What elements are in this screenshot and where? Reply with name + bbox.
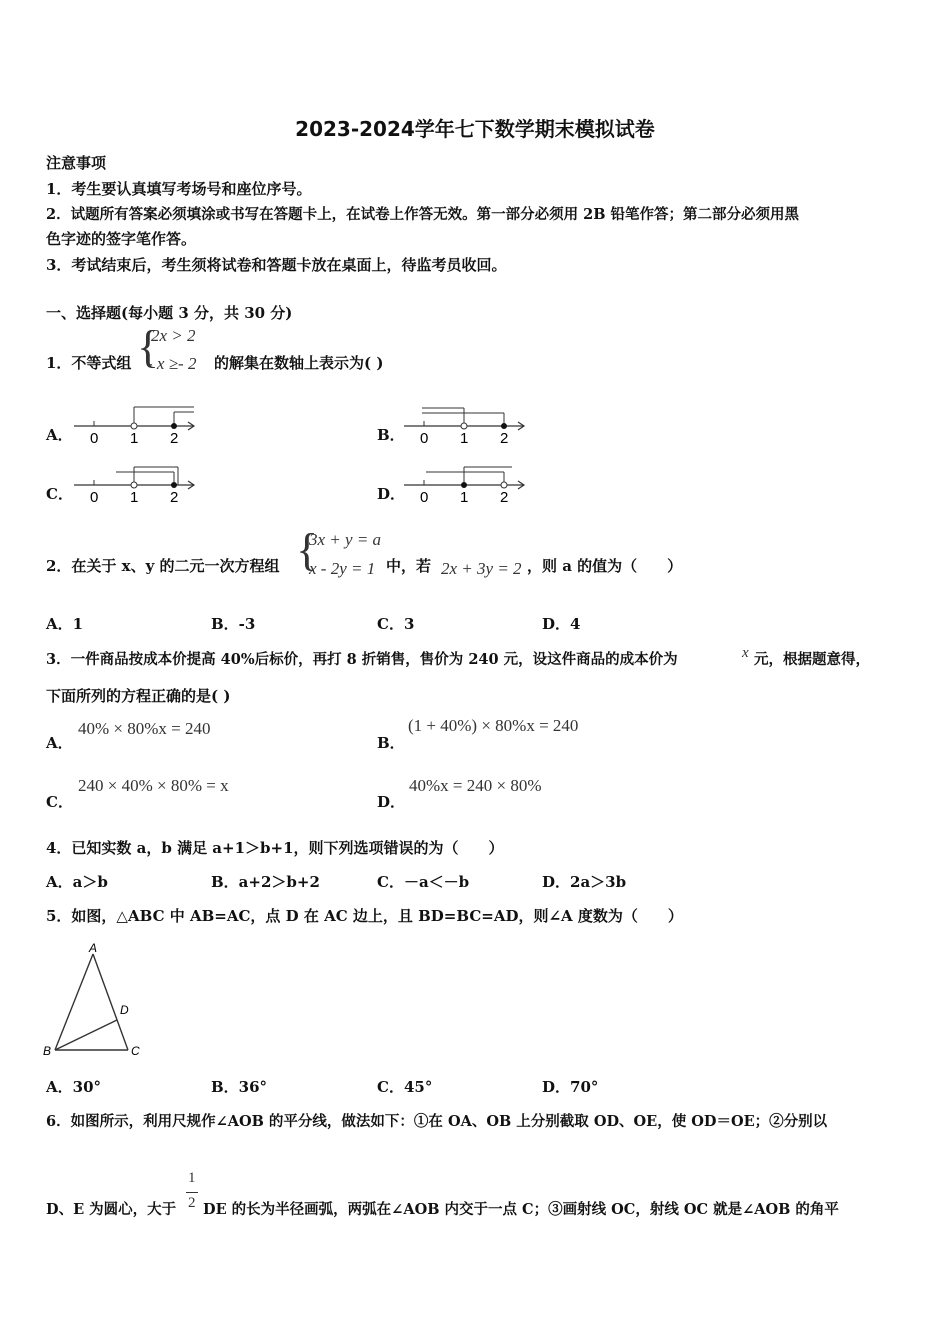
q6-line-1: 6．如图所示，利用尺规作∠AOB 的平分线，做法如下：①在 OA、OB 上分别截取 OD、OE，使 OD＝OE；②分别以 xyxy=(46,1113,828,1130)
q1-option-d-label: D． xyxy=(377,485,406,503)
q2-option-c: C．3 xyxy=(377,615,415,633)
q3-option-d-label: D． xyxy=(377,793,406,811)
q5-option-d: D．70° xyxy=(542,1078,599,1096)
page-title: 2023-2024学年七下数学期末模拟试卷 xyxy=(295,117,655,141)
q2-suffix: ，则 a 的值为（ ） xyxy=(527,557,683,575)
q4-option-d: D．2a＞3b xyxy=(542,873,627,891)
q6-fraction-denominator: 2 xyxy=(188,1195,196,1211)
tick-label: 1 xyxy=(460,430,469,447)
q1-system-line-2: - x ≥- 2 xyxy=(147,354,197,373)
q2-brace: { xyxy=(296,524,319,575)
q1-brace: { xyxy=(137,321,160,372)
tick-label: 2 xyxy=(170,430,179,447)
q3-option-d: 40%x = 240 × 80% xyxy=(409,776,542,795)
q2-system-line-1: 3x + y = a xyxy=(309,530,382,549)
q3-line-1b: 元，根据题意得， xyxy=(754,651,870,668)
q3-option-c-label: C． xyxy=(46,793,73,811)
notice-heading: 注意事项 xyxy=(46,154,107,172)
q4-option-a: A．a＞b xyxy=(46,873,108,891)
tick-label: 2 xyxy=(500,489,509,506)
tick-label: 0 xyxy=(90,489,99,506)
notice-line-3: 3．考试结束后，考生须将试卷和答题卡放在桌面上，待监考员收回。 xyxy=(46,256,507,274)
tick-label: 2 xyxy=(500,430,509,447)
notice-line-1: 1．考生要认真填写考场号和座位序号。 xyxy=(46,180,312,198)
q6-fraction-bar xyxy=(186,1192,198,1193)
q1-option-c-label: C． xyxy=(46,485,73,503)
q1-system-line-1: 2x > 2 xyxy=(151,326,196,345)
q3-line-2: 下面所列的方程正确的是( ) xyxy=(46,687,231,705)
q4-text: 4．已知实数 a，b 满足 a+1＞b+1，则下列选项错误的为（ ） xyxy=(46,839,504,857)
q2-condition: 2x + 3y = 2 xyxy=(441,559,522,578)
q4-option-b: B．a+2＞b+2 xyxy=(211,873,320,891)
q3-option-b-label: B． xyxy=(377,734,405,752)
q4-option-c: C．－a＜－b xyxy=(377,873,470,891)
tick-label: 0 xyxy=(420,489,429,506)
q3-option-a-label: A． xyxy=(46,734,73,752)
q3-variable: x xyxy=(742,645,749,661)
section-heading: 一、选择题(每小题 3 分，共 30 分) xyxy=(46,304,293,322)
q2-prefix: 2．在关于 x、y 的二元一次方程组 xyxy=(46,557,280,575)
q3-line-1: 3．一件商品按成本价提高 40%后标价，再打 8 折销售，售价为 240 元，设这件商品的成本价为 xyxy=(46,651,678,668)
tick-label: 0 xyxy=(90,430,99,447)
q3-option-b: (1 + 40%) × 80%x = 240 xyxy=(408,716,579,735)
vertex-label-b: B xyxy=(43,1044,52,1058)
q1-option-c-numberline xyxy=(70,462,200,506)
q5-triangle-figure xyxy=(40,940,150,1062)
q2-option-b: B．-3 xyxy=(211,615,256,633)
notice-line-2a: 2．试题所有答案必须填涂或书写在答题卡上，在试卷上作答无效。第一部分必须用 2B 铅笔作答；第二部分必须用黑 xyxy=(46,206,800,223)
q6-fraction-numerator: 1 xyxy=(188,1170,196,1186)
q6-line-2b: DE 的长为半径画弧，两弧在∠AOB 内交于一点 C；③画射线 OC，射线 OC 就是∠AOB 的角平 xyxy=(203,1201,839,1218)
q1-option-a-numberline xyxy=(70,403,200,447)
q1-option-b-label: B． xyxy=(377,426,405,444)
q2-system-line-2: x - 2y = 1 xyxy=(309,559,376,578)
q5-text: 5．如图，△ABC 中 AB=AC，点 D 在 AC 边上，且 BD=BC=AD，则∠A 度数为（ ） xyxy=(46,907,683,925)
q1-option-a-label: A． xyxy=(46,426,73,444)
notice-line-2b: 色字迹的签字笔作答。 xyxy=(46,230,197,248)
vertex-label-d: D xyxy=(120,1003,129,1017)
tick-label: 1 xyxy=(130,430,139,447)
vertex-label-a: A xyxy=(89,941,98,955)
q3-option-a: 40% × 80%x = 240 xyxy=(78,719,211,738)
q6-line-2a: D、E 为圆心，大于 xyxy=(46,1201,177,1218)
q3-option-c: 240 × 40% × 80% = x xyxy=(78,776,229,795)
q1-option-b-numberline xyxy=(400,403,530,447)
tick-label: 1 xyxy=(130,489,139,506)
vertex-label-c: C xyxy=(131,1044,140,1058)
q5-option-a: A．30° xyxy=(46,1078,102,1096)
q2-option-a: A．1 xyxy=(46,615,84,633)
q1-suffix: 的解集在数轴上表示为( ) xyxy=(214,354,384,372)
q1-prefix: 1．不等式组 xyxy=(46,354,132,372)
tick-label: 0 xyxy=(420,430,429,447)
tick-label: 2 xyxy=(170,489,179,506)
q2-option-d: D．4 xyxy=(542,615,581,633)
q5-option-c: C．45° xyxy=(377,1078,433,1096)
tick-label: 1 xyxy=(460,489,469,506)
q2-mid: 中，若 xyxy=(386,557,432,575)
q5-option-b: B．36° xyxy=(211,1078,268,1096)
q1-option-d-numberline xyxy=(400,462,530,506)
